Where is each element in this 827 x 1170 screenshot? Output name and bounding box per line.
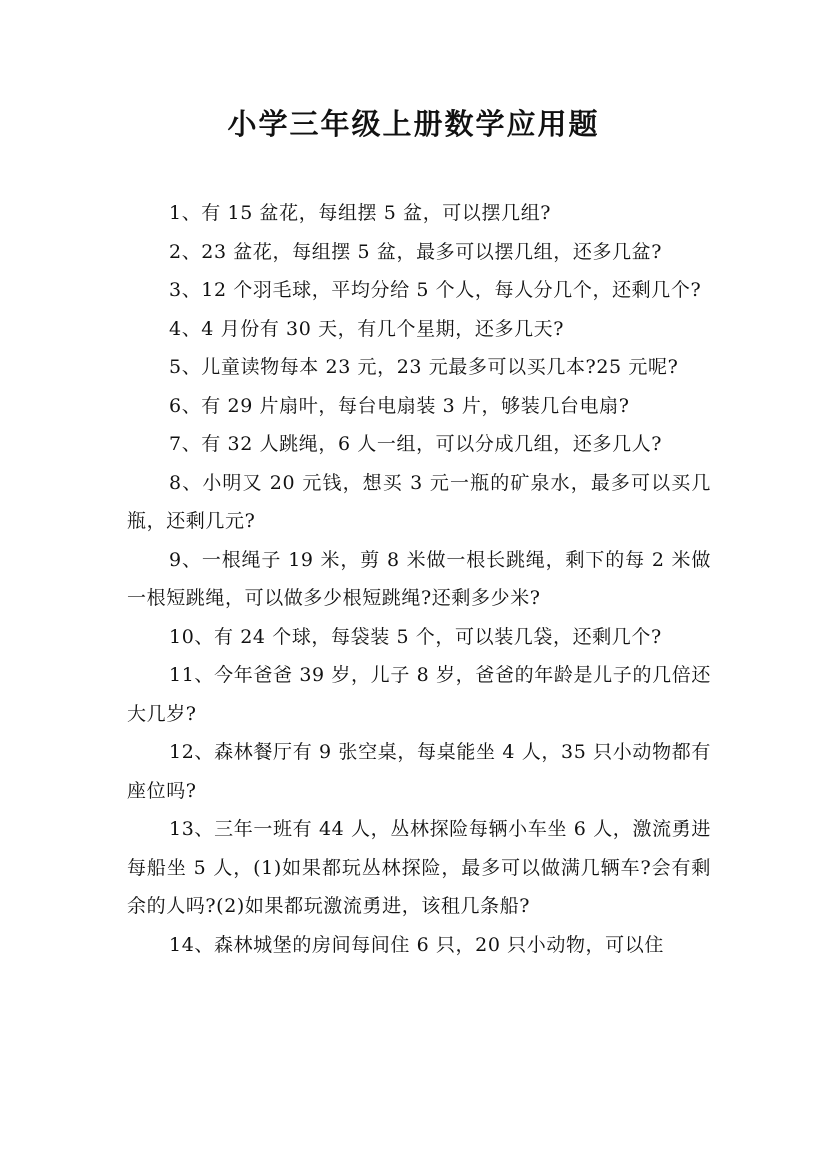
question-item-12: 12、森林餐厅有 9 张空桌，每桌能坐 4 人，35 只小动物都有座位吗?: [127, 741, 711, 802]
question-list: [127, 194, 711, 964]
question-item-11: 11、今年爸爸 39 岁，儿子 8 岁，爸爸的年龄是儿子的几倍还大几岁?: [127, 664, 711, 725]
question-item-10: 10、有 24 个球，每袋装 5 个，可以装几袋，还剩几个?: [169, 625, 662, 648]
document-title: 小学三年级上册数学应用题: [227, 107, 600, 141]
question-item-13: 13、三年一班有 44 人，丛林探险每辆小车坐 6 人，激流勇进每船坐 5 人，(1)如果都玩丛林探险，最多可以做满几辆车?会有剩余的人吗?(2)如果都玩激流勇进，该租几条船?: [127, 818, 711, 917]
question-item-8: 8、小明又 20 元钱，想买 3 元一瓶的矿泉水，最多可以买几瓶，还剩几元?: [127, 471, 711, 532]
question-item-6: 6、有 29 片扇叶，每台电扇装 3 片，够装几台电扇?: [169, 394, 630, 417]
question-item-7: 7、有 32 人跳绳，6 人一组，可以分成几组，还多几人?: [169, 433, 663, 455]
question-item-3: 3、12 个羽毛球，平均分给 5 个人，每人分几个，还剩几个?: [169, 279, 702, 301]
question-item-2: 2、23 盆花，每组摆 5 盆，最多可以摆几组，还多几盆?: [169, 240, 663, 263]
question-item-4: 4、4 月份有 30 天，有几个星期，还多几天?: [169, 317, 565, 340]
question-item-9: 9、一根绳子 19 米，剪 8 米做一根长跳绳，剩下的每 2 米做一根短跳绳，可以做多少根短跳绳?还剩多少米?: [127, 548, 711, 609]
question-item-1: 1、有 15 盆花，每组摆 5 盆，可以摆几组?: [169, 202, 552, 224]
question-item-14: 14、森林城堡的房间每间住 6 只，20 只小动物，可以住: [169, 933, 664, 956]
question-item-5: 5、儿童读物每本 23 元，23 元最多可以买几本?25 元呢?: [169, 356, 679, 378]
